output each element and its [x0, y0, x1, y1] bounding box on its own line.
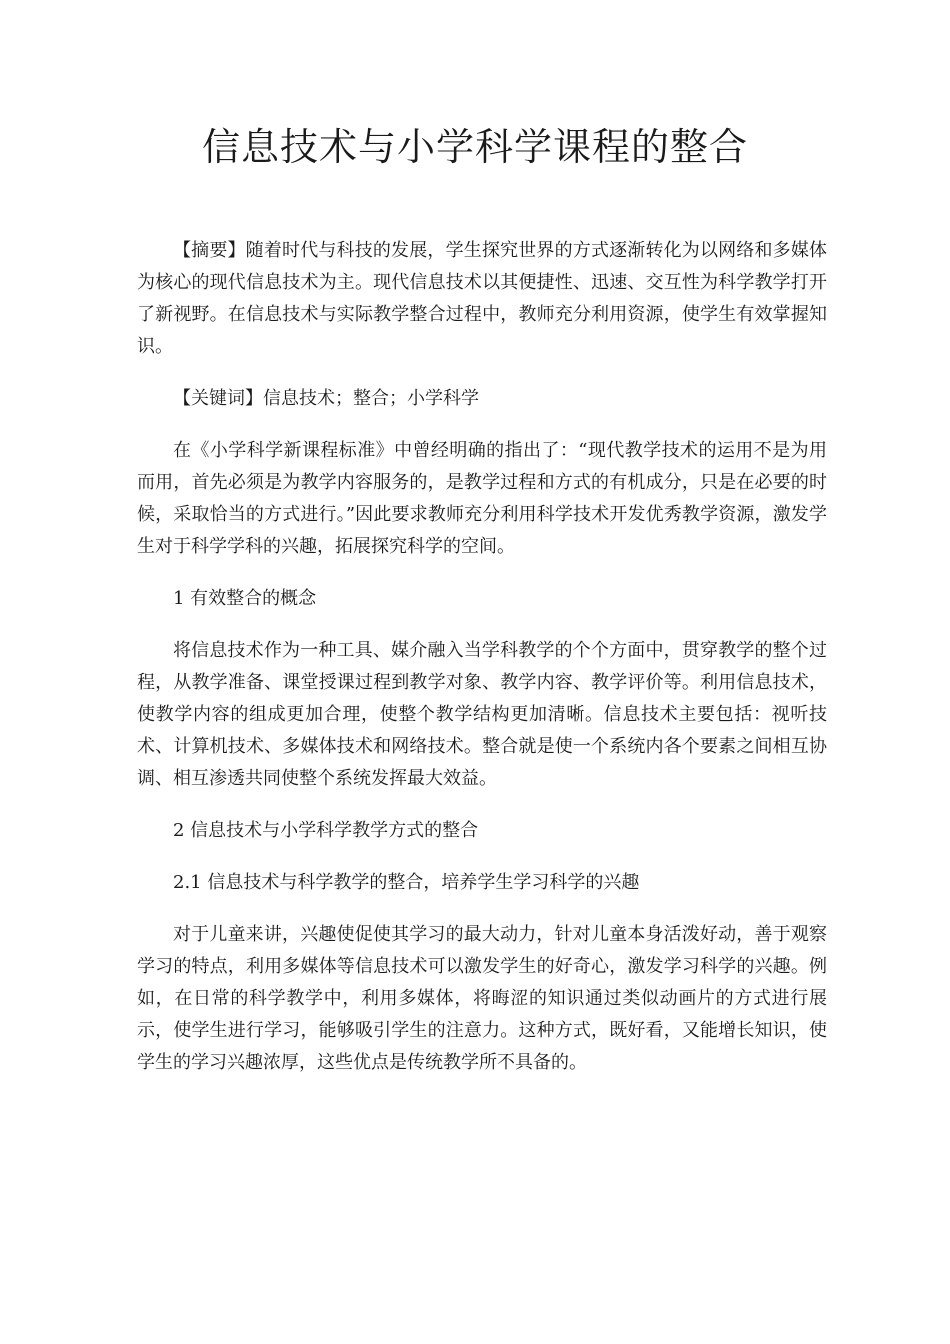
- section-2-heading: 2 信息技术与小学科学教学方式的整合: [173, 820, 479, 841]
- intro-paragraph: 在《小学科学新课程标准》中曾经明确的指出了：“现代教学技术的运用不是为用而用，首先必须是为教学内容服务的，是教学过程和方式的有机成分，只是在必要的时候，采取恰当的方式进行。”因此要求教师充分利用科学技术开发优秀教学资源，激发学生对于科学学科的兴趣，拓展探究科学的空间。: [137, 440, 827, 557]
- keywords-paragraph: 【关键词】信息技术；整合；小学科学: [173, 388, 479, 409]
- section-1-heading: 1 有效整合的概念: [173, 588, 317, 609]
- section-1-paragraph: 将信息技术作为一种工具、媒介融入当学科教学的个个方面中，贯穿教学的整个过程，从教学准备、课堂授课过程到教学对象、教学内容、教学评价等。利用信息技术，使教学内容的组成更加合理，使整个教学结构更加清晰。信息技术主要包括：视听技术、计算机技术、多媒体技术和网络技术。整合就是使一个系统内各个要素之间相互协调、相互渗透共同使整个系统发挥最大效益。: [137, 640, 827, 789]
- page-title: 信息技术与小学科学课程的整合: [201, 125, 748, 169]
- section-2-1-heading: 2.1 信息技术与科学教学的整合，培养学生学习科学的兴趣: [173, 872, 640, 893]
- document-body: [137, 235, 827, 1099]
- section-2-1-paragraph: 对于儿童来讲，兴趣使促使其学习的最大动力，针对儿童本身活泼好动，善于观察学习的特点，利用多媒体等信息技术可以激发学生的好奇心，激发学习科学的兴趣。例如，在日常的科学教学中，利用多媒体，将晦涩的知识通过类似动画片的方式进行展示，使学生进行学习，能够吸引学生的注意力。这种方式，既好看，又能增长知识，使学生的学习兴趣浓厚，这些优点是传统教学所不具备的。: [137, 924, 827, 1073]
- abstract-paragraph: 【摘要】随着时代与科技的发展，学生探究世界的方式逐渐转化为以网络和多媒体为核心的现代信息技术为主。现代信息技术以其便捷性、迅速、交互性为科学教学打开了新视野。在信息技术与实际教学整合过程中，教师充分利用资源，使学生有效掌握知识。: [137, 240, 827, 357]
